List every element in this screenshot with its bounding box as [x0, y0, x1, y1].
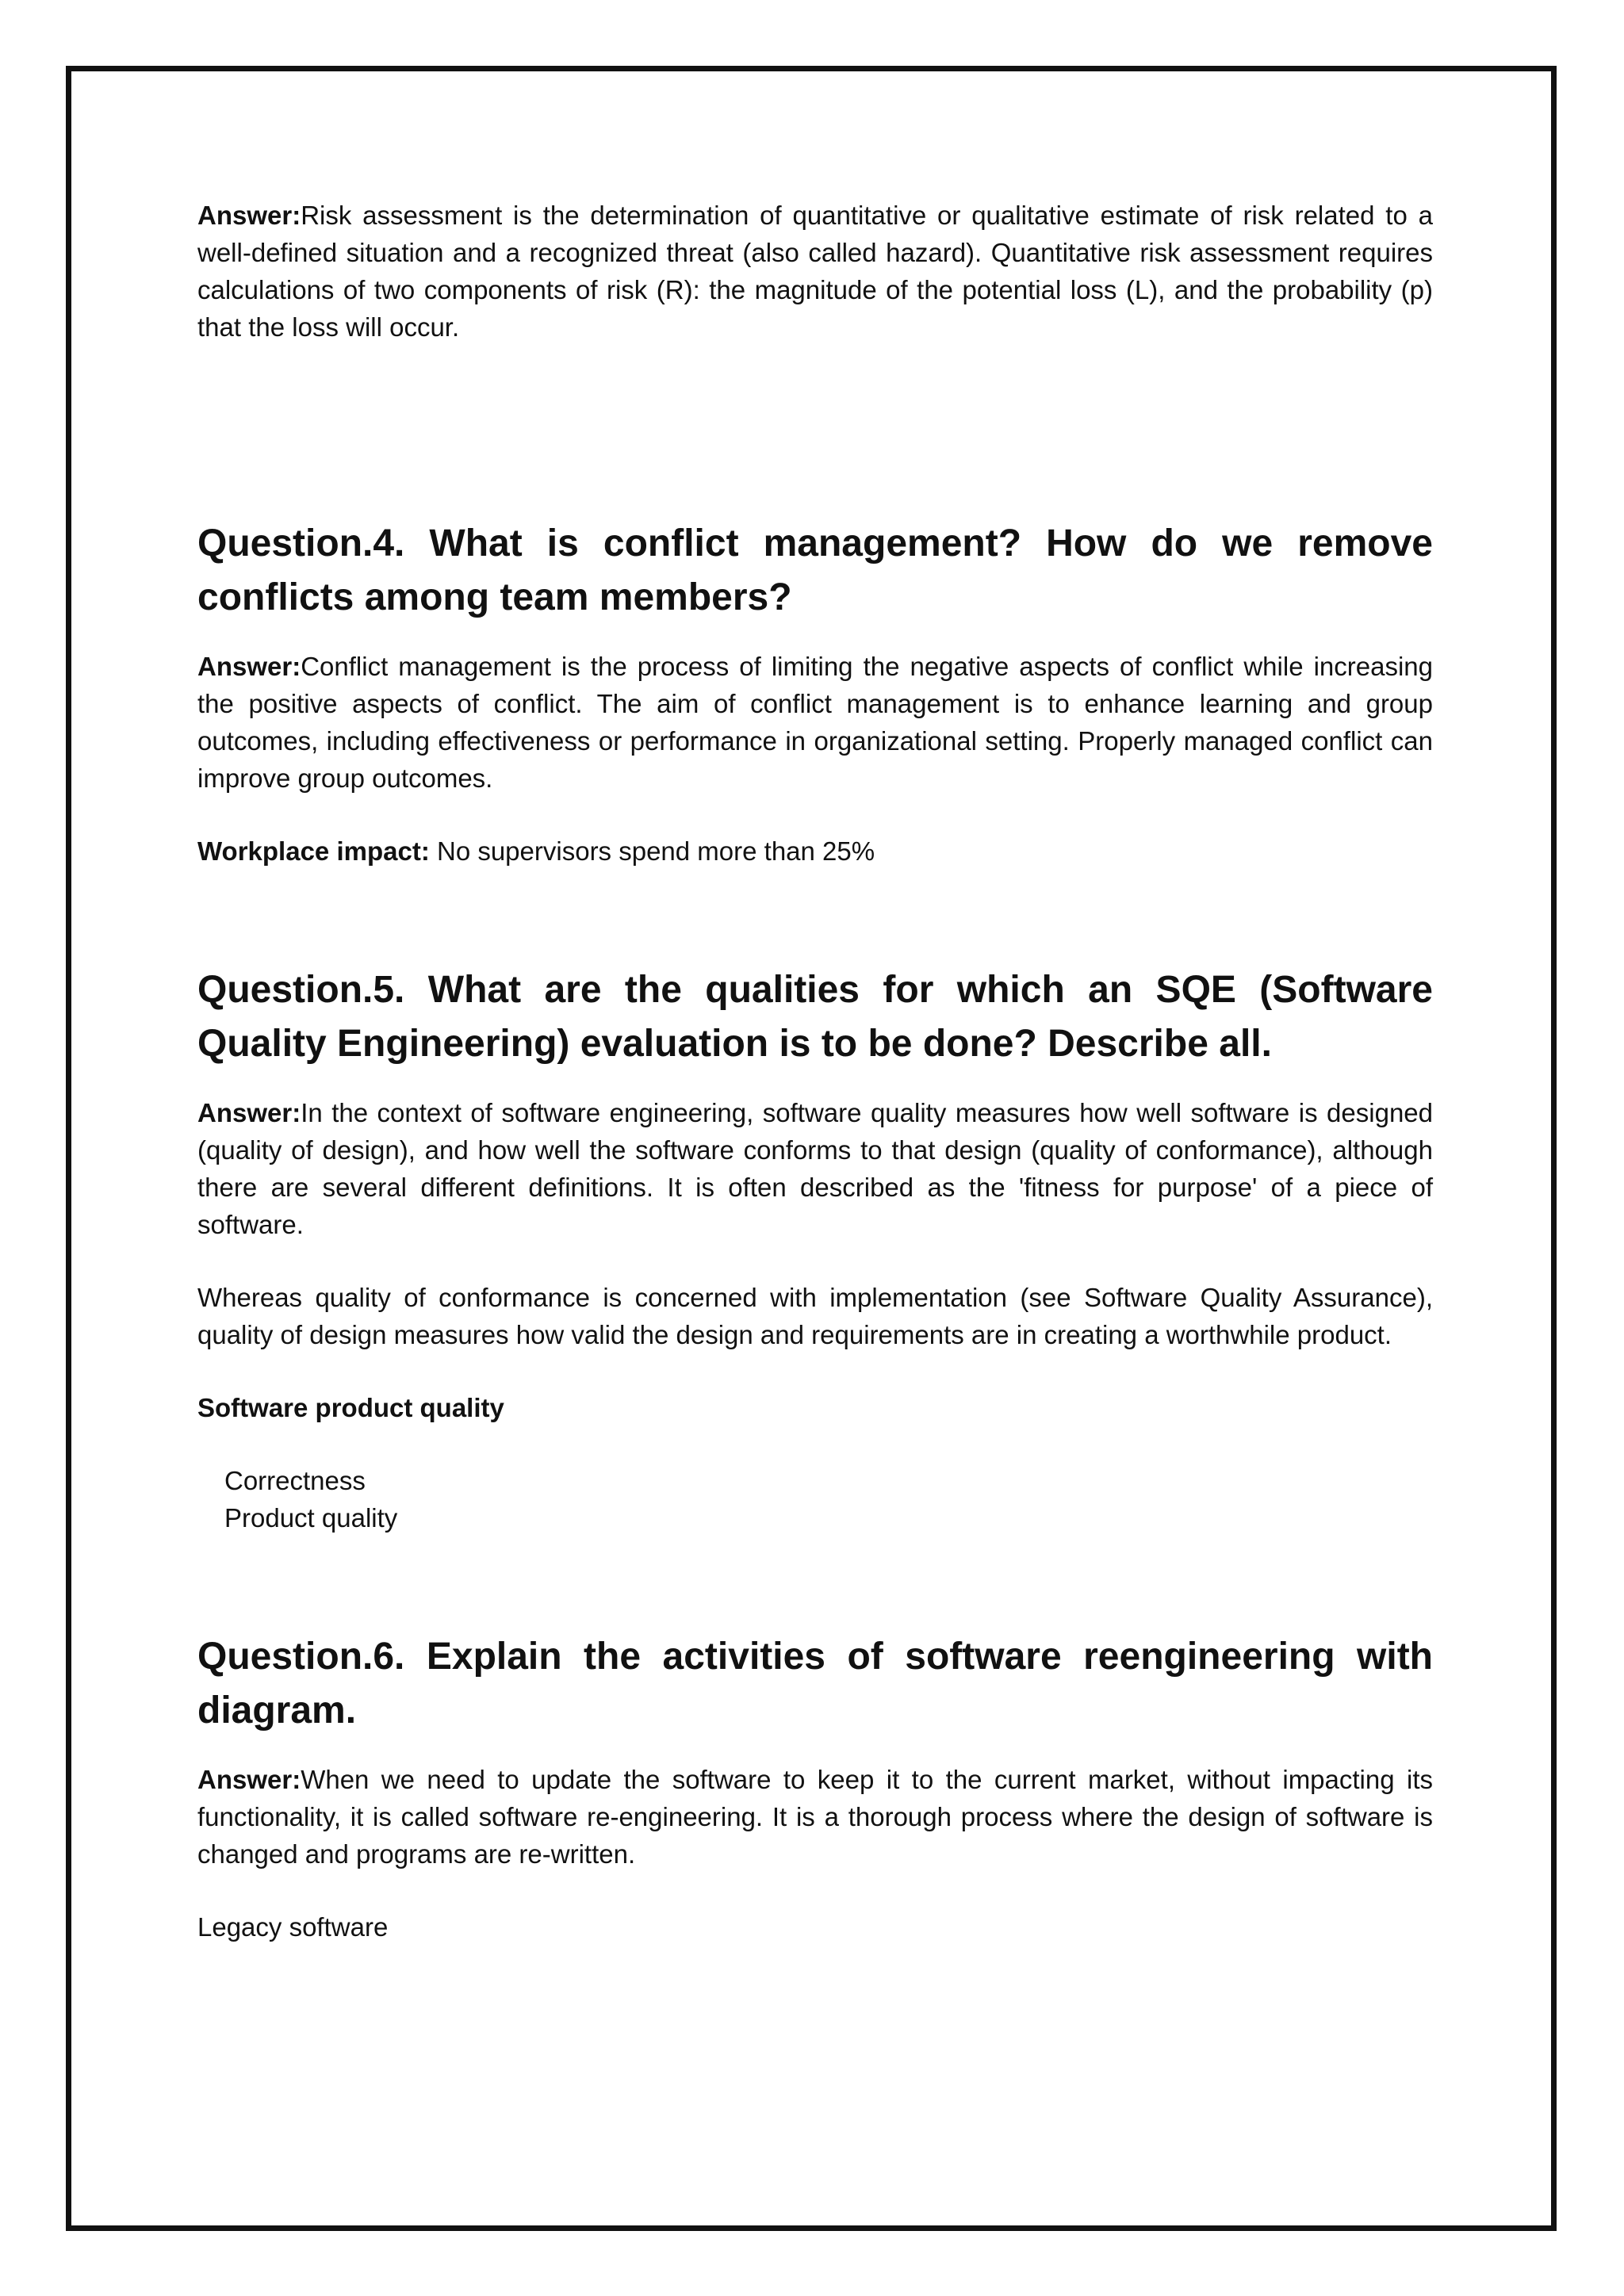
workplace-impact: [197, 832, 1433, 870]
answer-label: Answer:: [197, 1098, 301, 1127]
q5-answer: [197, 1094, 1433, 1243]
answer-text: Risk assessment is the determination of quantitative or qualitative estimate of risk related to a well-defined situation and a recognized threat (also called hazard). Quantitative risk assessment requires calculations of two components of risk (R): the magnitude of the potential loss (L), and the probability (p) that the loss will occur.: [197, 201, 1433, 342]
answer-label: Answer:: [197, 201, 301, 230]
question-4-heading: Question.4. What is conflict management? How do we remove conflicts among team members?: [197, 522, 1433, 618]
software-product-quality-subheading: Software product quality: [197, 1393, 504, 1422]
list-item: Correctness: [224, 1466, 366, 1495]
answer-text: Conflict management is the process of limiting the negative aspects of conflict while increasing the positive aspects of conflict. The aim of conflict management is to enhance learning and group outcomes, including effectiveness or performance in organizational setting. Properly managed conflict can improve group outcomes.: [197, 652, 1433, 793]
document-content: [197, 197, 1433, 1946]
answer-text: In the context of software engineering, software quality measures how well software is designed (quality of design), and how well the software conforms to that design (quality of conformance), although there are several different definitions. It is often described as the 'fitness for purpose' of a piece of software.: [197, 1098, 1433, 1239]
q3-answer: [197, 197, 1433, 346]
q4-answer: [197, 648, 1433, 797]
legacy-software-label: Legacy software: [197, 1912, 389, 1942]
answer-label: Answer:: [197, 1765, 301, 1794]
impact-text: No supervisors spend more than 25%: [429, 836, 875, 866]
question-5-heading: Question.5. What are the qualities for which an SQE (Software Quality Engineering) evaluation is to be done? Describe all.: [197, 969, 1433, 1065]
q5-paragraph-2: Whereas quality of conformance is concerned with implementation (see Software Quality Assurance), quality of design measures how valid the design and requirements are in creating a worthwhile product.: [197, 1283, 1433, 1349]
q6-answer: [197, 1761, 1433, 1873]
answer-text: When we need to update the software to keep it to the current market, without impacting its functionality, it is called software re-engineering. It is a thorough process where the design of software is changed and programs are re-written.: [197, 1765, 1433, 1869]
quality-list: [197, 1462, 1433, 1536]
answer-label: Answer:: [197, 652, 301, 681]
impact-label: Workplace impact:: [197, 836, 430, 866]
list-item: Product quality: [224, 1503, 398, 1533]
question-6-heading: Question.6. Explain the activities of software reengineering with diagram.: [197, 1636, 1433, 1732]
